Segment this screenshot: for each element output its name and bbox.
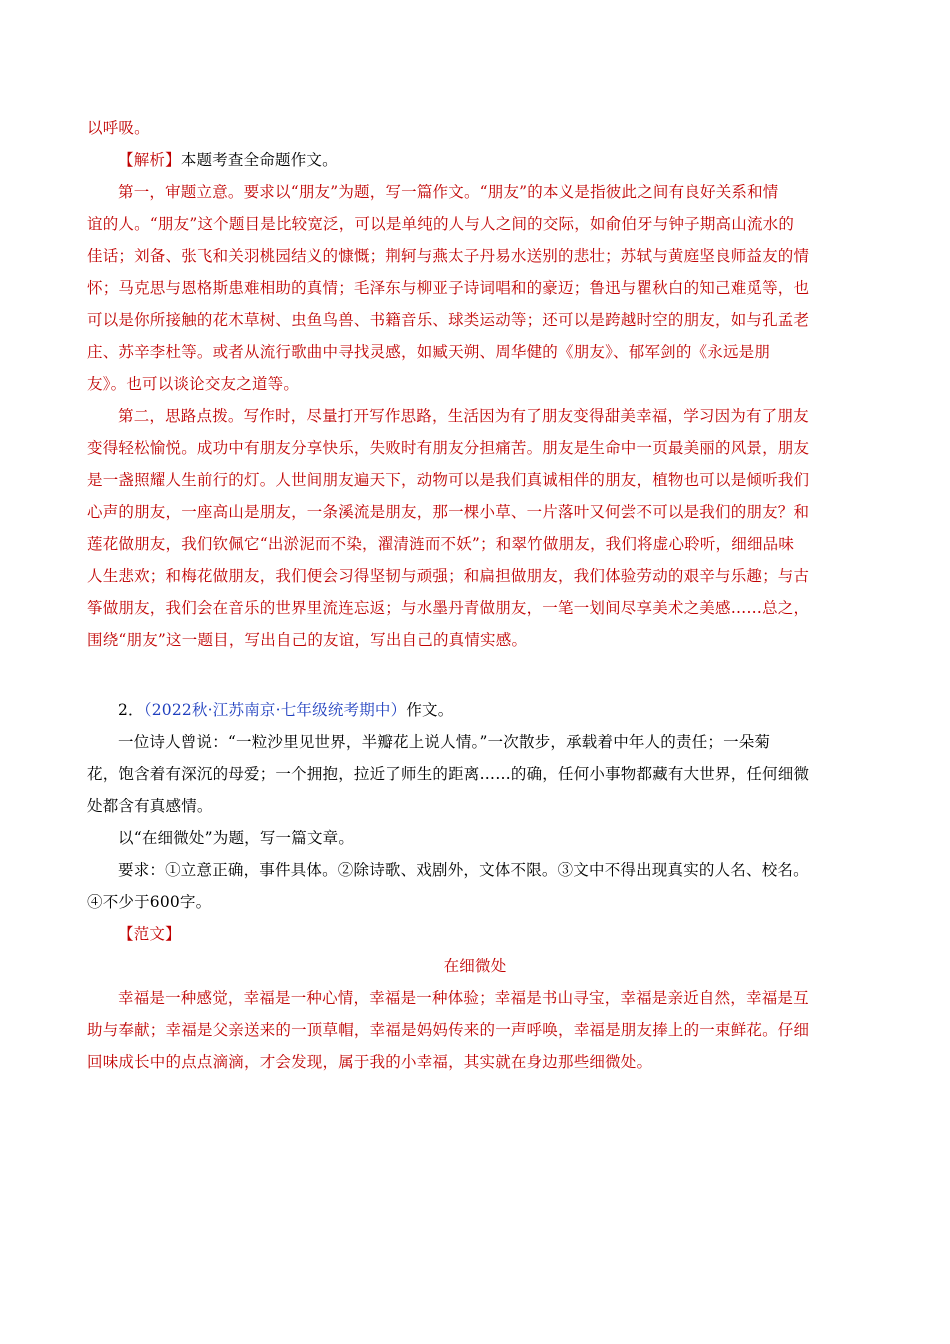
- text-line: 助与奉献；幸福是父亲送来的一顶草帽，幸福是妈妈传来的一声呼唤，幸福是朋友捧上的一束鲜花。仔细: [87, 1021, 810, 1039]
- text-line: 筝做朋友，我们会在音乐的世界里流连忘返；与水墨丹青做朋友，一笔一划间尽享美术之美感……总之，: [87, 599, 810, 617]
- text-line: 以“在细微处”为题，写一篇文章。: [118, 829, 355, 847]
- text-line: ④不少于600字。: [87, 893, 212, 911]
- text-line: 一位诗人曾说：“一粒沙里见世界，半瓣花上说人情。”一次散步，承载着中年人的责任；一朵菊: [118, 733, 771, 751]
- text-line: 变得轻松愉悦。成功中有朋友分享快乐，失败时有朋友分担痛苦。朋友是生命中一页最美丽的风景，朋友: [87, 439, 810, 457]
- text-line: 第二，思路点拨。写作时，尽量打开写作思路，生活因为有了朋友变得甜美幸福，学习因为有了朋友: [118, 407, 809, 425]
- text-line: 要求：①立意正确，事件具体。②除诗歌、戏剧外，文体不限。③文中不得出现真实的人名、校名。: [118, 861, 809, 879]
- text-line: 庄、苏辛李杜等。或者从流行歌曲中寻找灵感，如臧天朔、周华健的《朋友》、郁军剑的《永远是朋: [87, 343, 771, 361]
- text-line: 是一盏照耀人生前行的灯。人世间朋友遍天下，动物可以是我们真诚相伴的朋友，植物也可以是倾听我们: [87, 471, 810, 489]
- text-line: 围绕“朋友”这一题目，写出自己的友谊，写出自己的真情实感。: [87, 631, 528, 649]
- analysis-line: [87, 144, 863, 176]
- text-line: 处都含有真感情。: [87, 797, 213, 815]
- text-line: 佳话；刘备、张飞和关羽桃园结义的慷慨；荆轲与燕太子丹易水送别的悲壮；苏轼与黄庭坚良师益友的情: [87, 247, 810, 265]
- text-line: 友》。也可以谈论交友之道等。: [87, 375, 300, 393]
- question-text: 作文。: [406, 701, 454, 719]
- text-line: 心声的朋友，一座高山是朋友，一条溪流是朋友，那一棵小草、一片落叶又何尝不可以是我们的朋友？和: [87, 503, 810, 521]
- text-line: 回味成长中的点点滴滴，才会发现，属于我的小幸福，其实就在身边那些细微处。: [87, 1053, 653, 1071]
- question-line: [87, 694, 863, 726]
- essay-title: 在细微处: [443, 957, 507, 975]
- spacer: [87, 656, 863, 694]
- text-line: 幸福是一种感觉，幸福是一种心情，幸福是一种体验；幸福是书山寻宝，幸福是亲近自然，幸福是互: [118, 989, 809, 1007]
- text-line: 可以是你所接触的花木草树、虫鱼鸟兽、书籍音乐、球类运动等；还可以是跨越时空的朋友，如与孔孟老: [87, 311, 810, 329]
- text-line: 谊的人。“朋友”这个题目是比较宽泛，可以是单纯的人与人之间的交际，如俞伯牙与钟子期高山流水的: [87, 215, 795, 233]
- text-line: 莲花做朋友，我们钦佩它“出淤泥而不染，濯清涟而不妖”；和翠竹做朋友，我们将虚心聆听，细细品味: [87, 535, 795, 553]
- text-line: 第一，审题立意。要求以“朋友”为题，写一篇作文。“朋友”的本义是指彼此之间有良好关系和情: [118, 183, 779, 201]
- question-source: （2022秋·江苏南京·七年级统考期中）: [143, 701, 407, 719]
- text-line: 以呼吸。: [87, 119, 150, 137]
- text-line: 花，饱含着有深沉的母爱；一个拥抱，拉近了师生的距离……的确，任何小事物都藏有大世界，任何细微: [87, 765, 810, 783]
- text-line: 怀；马克思与恩格斯患难相助的真情；毛泽东与柳亚子诗词唱和的豪迈；鲁迅与瞿秋白的知己难觅等，也: [87, 279, 810, 297]
- model-essay-tag: 【范文】: [118, 925, 181, 943]
- analysis-tag: 【解析】: [118, 151, 181, 169]
- document-body: [87, 112, 863, 1078]
- text-line: 人生悲欢；和梅花做朋友，我们便会习得坚韧与顽强；和扁担做朋友，我们体验劳动的艰辛与乐趣；与古: [87, 567, 810, 585]
- question-number: 2．: [118, 701, 144, 719]
- analysis-text: 本题考查全命题作文。: [180, 151, 338, 169]
